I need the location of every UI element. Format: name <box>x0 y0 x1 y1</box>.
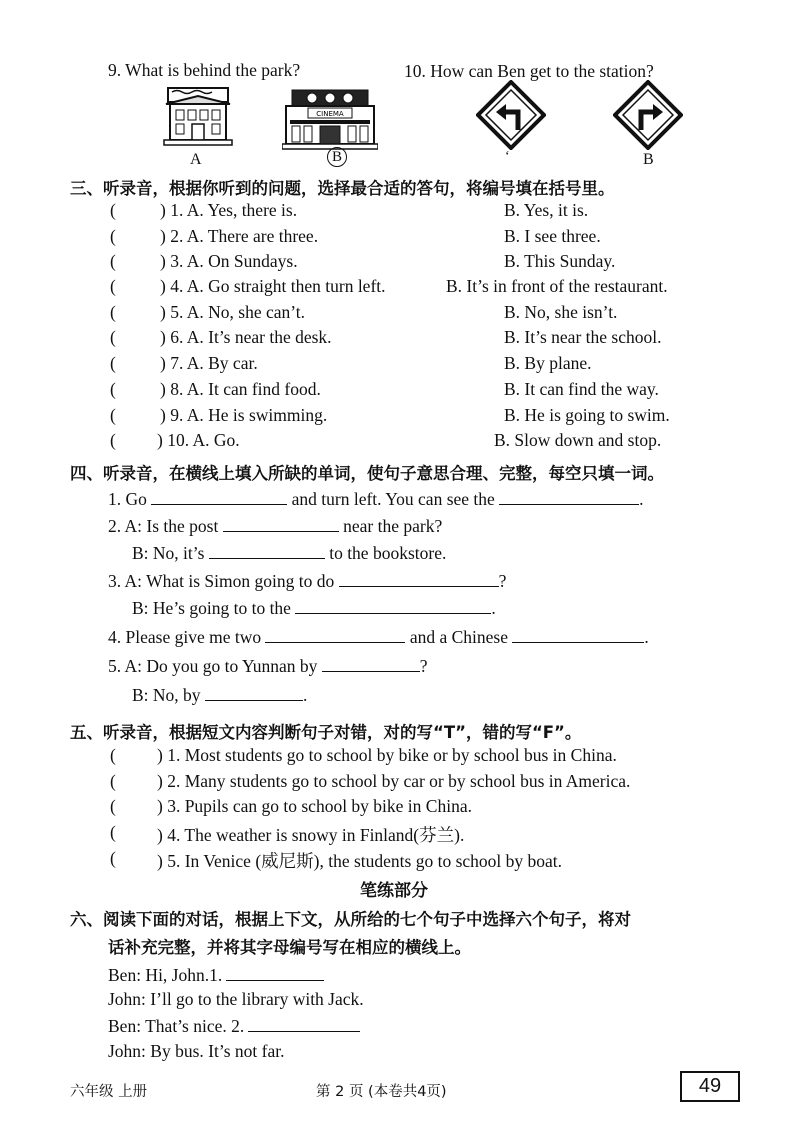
answer-paren[interactable]: ( <box>110 771 116 791</box>
section4-line-8 <box>132 684 307 706</box>
q9-question: 9. What is behind the park? <box>108 60 301 80</box>
answer-blank[interactable] <box>339 570 499 587</box>
q10-question: 10. How can Ben get to the station? <box>404 61 654 81</box>
answer-blank[interactable] <box>248 1015 360 1032</box>
fill-text: near the park? <box>343 516 443 536</box>
section5-statement: ) 4. The weather is snowy in Finland(芬兰). <box>157 825 465 845</box>
q9-option-b-label: B <box>331 149 342 165</box>
answer-blank[interactable] <box>265 626 405 643</box>
fill-text: and a Chinese <box>409 627 509 647</box>
section3-option-b: B. It’s in front of the restaurant. <box>446 276 668 296</box>
answer-paren[interactable]: ( <box>110 796 116 816</box>
section3-option-a: ) 3. A. On Sundays. <box>160 251 298 271</box>
answer-paren[interactable]: ( <box>110 379 116 399</box>
answer-blank[interactable] <box>295 597 491 614</box>
fill-text: . <box>639 489 644 509</box>
fill-text: 4. Please give me two <box>108 627 262 647</box>
section3-option-b: B. He is going to swim. <box>504 405 670 425</box>
answer-blank[interactable] <box>205 684 303 701</box>
dialogue-text: Ben: Hi, John.1. <box>108 965 223 985</box>
cinema-building-icon <box>282 88 378 150</box>
fill-text: 1. Go <box>108 489 147 509</box>
fill-text: 3. A: What is Simon going to do <box>108 571 335 591</box>
section4-line-6 <box>108 626 649 648</box>
section4-line-4 <box>108 570 506 592</box>
written-part-heading: 笔练部分 <box>360 881 428 901</box>
section3-title: 三、听录音，根据你听到的问题，选择最合适的答句，将编号填在括号里。 <box>70 179 615 198</box>
answer-blank[interactable] <box>322 655 420 672</box>
fill-text: ? <box>419 656 428 676</box>
answer-blank[interactable] <box>512 626 644 643</box>
section3-option-a: ) 4. A. Go straight then turn left. <box>160 276 386 296</box>
section3-option-a: ) 2. A. There are three. <box>160 226 319 246</box>
answer-paren[interactable]: ( <box>110 226 116 246</box>
answer-paren[interactable]: ( <box>110 327 116 347</box>
answer-blank[interactable] <box>499 488 639 505</box>
section4-line-1 <box>108 488 644 510</box>
section3-option-a: ) 8. A. It can find food. <box>160 379 321 399</box>
section3-option-b: B. By plane. <box>504 353 592 373</box>
dialogue-line-2: John: I’ll go to the library with Jack. <box>108 989 364 1009</box>
answer-blank[interactable] <box>151 488 287 505</box>
section3-option-b: B. No, she isn’t. <box>504 302 618 322</box>
turn-left-sign-icon <box>476 80 546 150</box>
answer-paren[interactable]: ( <box>110 302 116 322</box>
section5-title: 五、听录音，根据短文内容判断句子对错，对的写“T”，错的写“F”。 <box>70 723 582 742</box>
answer-paren[interactable]: ( <box>110 848 116 868</box>
answer-paren[interactable]: ( <box>110 251 116 271</box>
section3-option-b: B. Slow down and stop. <box>494 430 662 450</box>
q9-option-a-label: A <box>190 151 202 168</box>
q9-option-b-circled <box>327 147 347 167</box>
section3-option-b: B. It can find the way. <box>504 379 659 399</box>
section3-option-b: B. I see three. <box>504 226 601 246</box>
answer-paren[interactable]: ( <box>110 353 116 373</box>
fill-text: to the bookstore. <box>329 543 447 563</box>
answer-paren[interactable]: ( <box>110 822 116 842</box>
fill-text: 2. A: Is the post <box>108 516 219 536</box>
library-building-icon <box>162 84 234 148</box>
q10-option-a-label: ʻ <box>505 149 510 164</box>
answer-paren[interactable]: ( <box>110 276 116 296</box>
section3-option-a: ) 7. A. By car. <box>160 353 258 373</box>
answer-blank[interactable] <box>223 515 339 532</box>
footer-page-info: 第 2 页 (本卷共4页) <box>316 1084 447 1100</box>
section3-option-a: ) 6. A. It’s near the desk. <box>160 327 332 347</box>
fill-text: . <box>302 685 308 705</box>
fill-text: . <box>491 598 496 618</box>
section4-line-2 <box>108 515 442 537</box>
section4-line-5 <box>132 597 496 619</box>
section3-option-b: B. It’s near the school. <box>504 327 662 347</box>
page-number-box: 49 <box>680 1071 740 1102</box>
footer-grade: 六年级 上册 <box>70 1084 148 1100</box>
fill-text: B: No, it’s <box>132 543 205 563</box>
section5-statement: ) 5. In Venice (威尼斯), the students go to school by boat. <box>157 851 563 871</box>
answer-blank[interactable] <box>209 542 325 559</box>
answer-paren[interactable]: ( <box>110 745 116 765</box>
section5-statement: ) 2. Many students go to school by car or by school bus in America. <box>157 771 631 791</box>
cinema-sign-text: CINEMA <box>316 110 344 118</box>
fill-text: B: No, by <box>132 685 201 705</box>
section4-line-3 <box>132 542 446 564</box>
section4-title: 四、听录音，在横线上填入所缺的单词，使句子意思合理、完整，每空只填一词。 <box>70 464 664 483</box>
dialogue-line-4: John: By bus. It’s not far. <box>108 1041 285 1061</box>
dialogue-text: Ben: That’s nice. 2. <box>108 1016 245 1036</box>
section4-line-7 <box>108 655 428 677</box>
section6-title-line1: 六、阅读下面的对话，根据上下文，从所给的七个句子中选择六个句子，将对 <box>70 910 631 929</box>
fill-text: B: He’s going to to the <box>132 598 291 618</box>
answer-paren[interactable]: ( <box>110 200 116 220</box>
section3-option-b: B. This Sunday. <box>504 251 616 271</box>
fill-text: ? <box>498 571 507 591</box>
section5-statement: ) 3. Pupils can go to school by bike in China. <box>157 796 472 816</box>
turn-right-sign-icon <box>613 80 683 150</box>
fill-text: and turn left. You can see the <box>291 489 495 509</box>
section6-title-line2: 话补充完整，并将其字母编号写在相应的横线上。 <box>108 938 471 957</box>
dialogue-line-3 <box>108 1015 360 1037</box>
fill-text: 5. A: Do you go to Yunnan by <box>108 656 318 676</box>
q10-option-b-label: B <box>643 151 654 168</box>
section3-option-a: ) 1. A. Yes, there is. <box>160 200 298 220</box>
section3-option-b: B. Yes, it is. <box>504 200 589 220</box>
section5-statement: ) 1. Most students go to school by bike or by school bus in China. <box>157 745 617 765</box>
section3-option-a: ) 5. A. No, she can’t. <box>160 302 305 322</box>
section3-option-a: ) 10. A. Go. <box>157 430 240 450</box>
answer-blank[interactable] <box>226 964 324 981</box>
dialogue-line-1 <box>108 964 324 986</box>
fill-text: . <box>644 627 649 647</box>
answer-paren[interactable]: ( <box>110 405 116 425</box>
answer-paren[interactable]: ( <box>110 430 116 450</box>
section3-option-a: ) 9. A. He is swimming. <box>160 405 328 425</box>
